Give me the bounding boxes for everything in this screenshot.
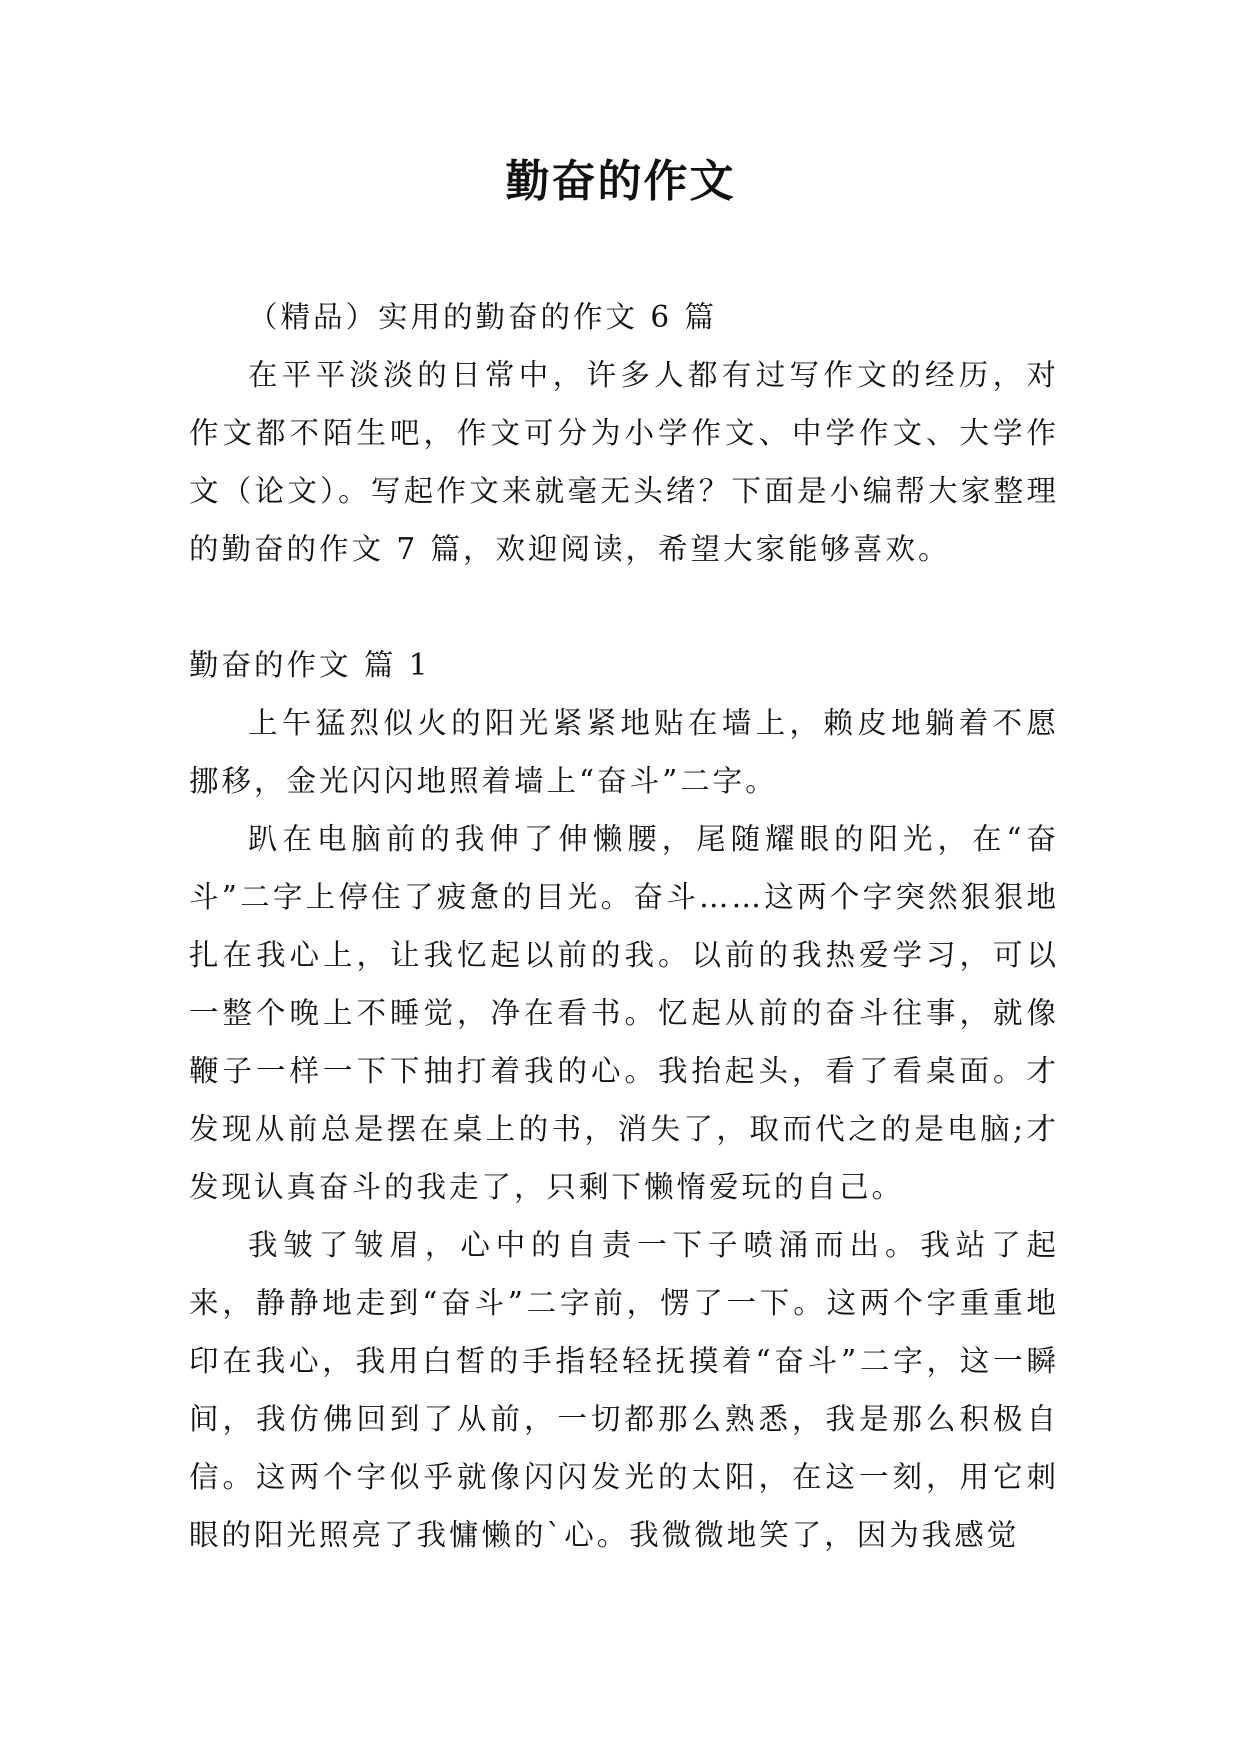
paragraph-2: 趴在电脑前的我伸了伸懒腰，尾随耀眼的阳光，在“奋斗”二字上停住了疲惫的目光。奋斗……这两个字突然狠狠地扎在我心上，让我忆起以前的我。以前的我热爱学习，可以一整个晚上不睡觉，净在看书。忆起从前的奋斗往事，就像鞭子一样一下下抽打着我的心。我抬起头，看了看桌面。才发现从前总是摆在桌上的书，消失了，取而代之的是电脑;才发现认真奋斗的我走了，只剩下懒惰爱玩的自己。 bbox=[189, 822, 1059, 1204]
subtitle: （精品）实用的勤奋的作文 6 篇 bbox=[248, 300, 718, 334]
document-body bbox=[189, 288, 1059, 1564]
paragraph-1: 上午猛烈似火的阳光紧紧地贴在墙上，赖皮地躺着不愿挪移，金光闪闪地照着墙上“奋斗”二字。 bbox=[189, 706, 1059, 798]
document-title: 勤奋的作文 bbox=[505, 156, 736, 207]
intro-paragraph: 在平平淡淡的日常中，许多人都有过写作文的经历，对作文都不陌生吧，作文可分为小学作文、中学作文、大学作文（论文）。写起作文来就毫无头绪？下面是小编帮大家整理的勤奋的作文 7 篇，欢迎阅读，希望大家能够喜欢。 bbox=[189, 358, 1059, 566]
section-heading: 勤奋的作文 篇 1 bbox=[189, 648, 431, 682]
paragraph-3: 我皱了皱眉，心中的自责一下子喷涌而出。我站了起来，静静地走到“奋斗”二字前，愣了一下。这两个字重重地印在我心，我用白皙的手指轻轻抚摸着“奋斗”二字，这一瞬间，我仿佛回到了从前，一切都那么熟悉，我是那么积极自信。这两个字似乎就像闪闪发光的太阳，在这一刻，用它刺眼的阳光照亮了我慵懒的`心。我微微地笑了，因为我感觉 bbox=[189, 1228, 1059, 1552]
